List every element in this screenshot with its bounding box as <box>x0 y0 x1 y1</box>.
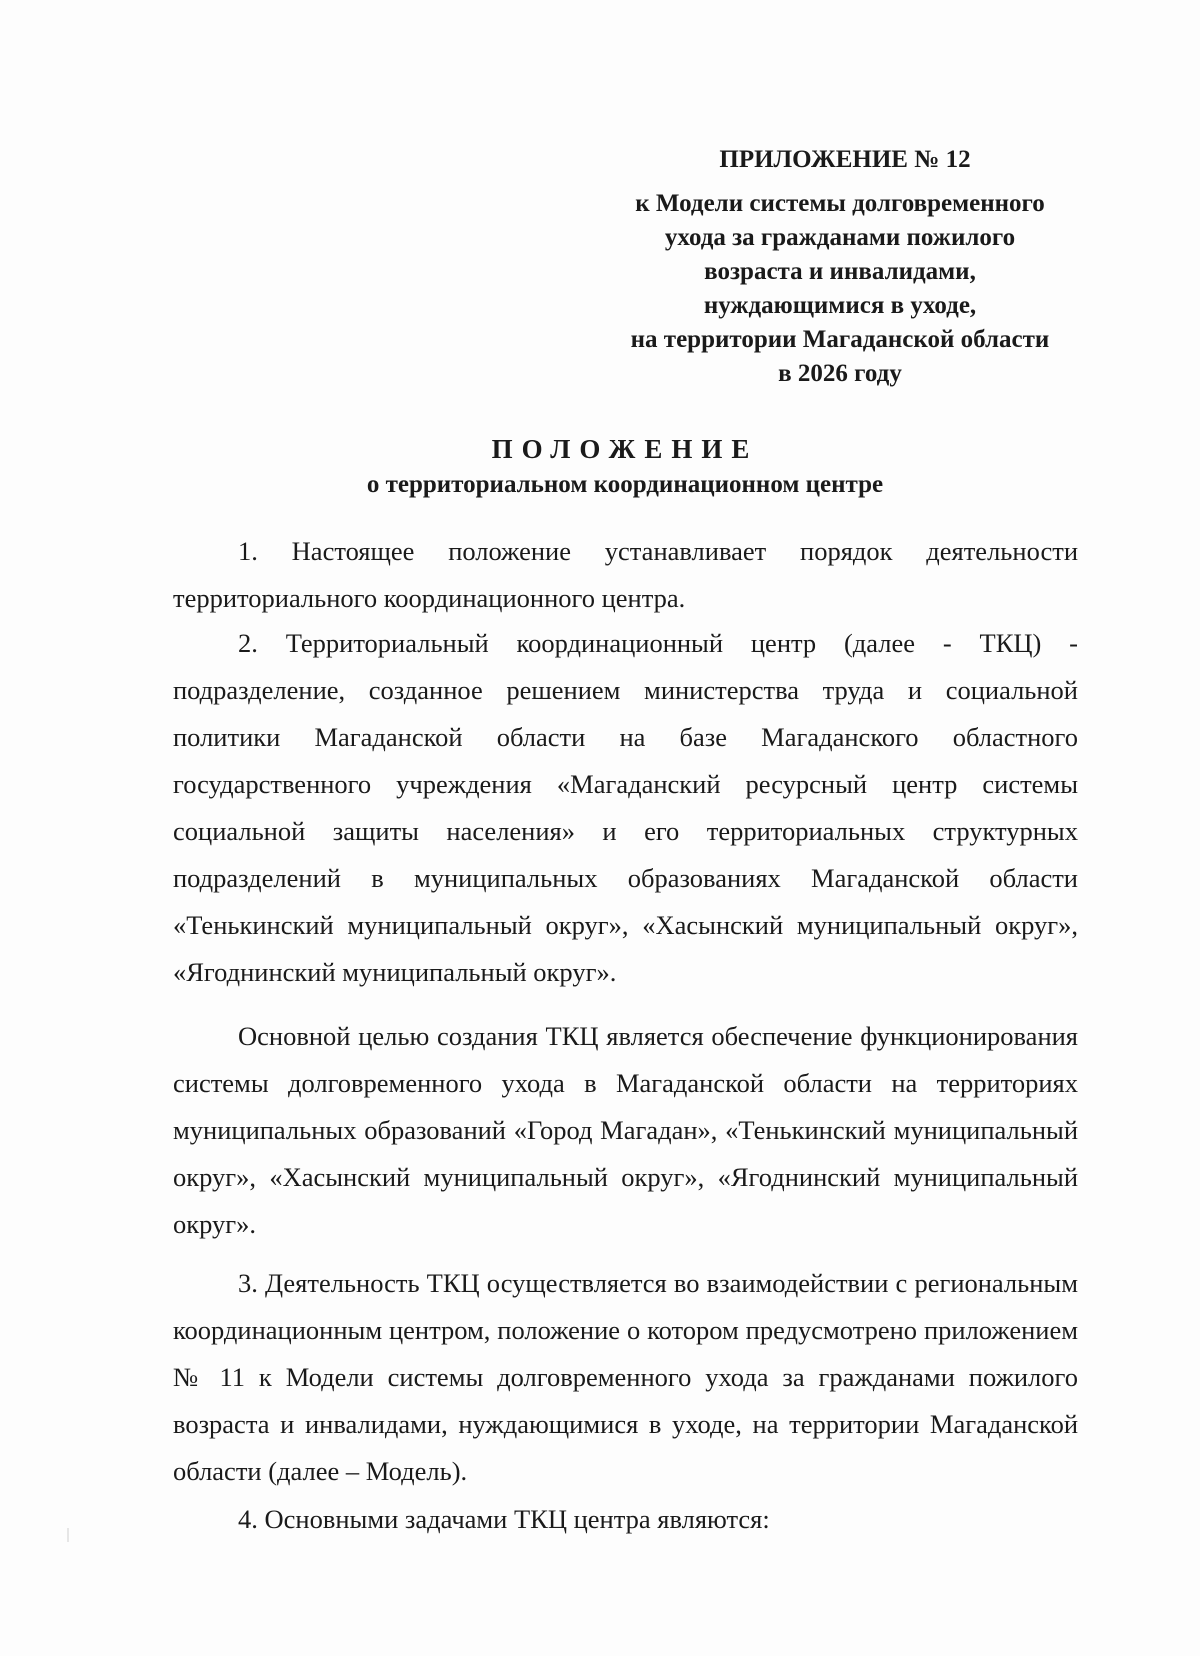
appendix-header <box>590 143 1090 391</box>
document-title: ПОЛОЖЕНИЕ <box>491 434 759 464</box>
paragraph-2 <box>173 620 1078 996</box>
paragraph-3 <box>173 1260 1078 1495</box>
paragraph-goal <box>173 1013 1078 1248</box>
appendix-line: ухода за гражданами пожилого <box>664 224 1016 251</box>
paragraph-text: 1. Настоящее положение устанавливает порядок деятельности территориального координационного центра. <box>173 536 1078 613</box>
paragraph-4 <box>173 1496 1078 1543</box>
paragraph-text: 3. Деятельность ТКЦ осуществляется во взаимодействии с региональным координационным центром, положение о котором предусмотрено приложением № 11 к Модели системы долговременного ухода за гражданами пожилого возраста и инвалидами, нуждающимися в уходе, на территории Магаданской области (далее – Модель). <box>173 1268 1078 1486</box>
appendix-line: на территории Магаданской области <box>630 326 1050 353</box>
appendix-line: нуждающимися в уходе, <box>703 292 977 319</box>
paragraph-text: 4. Основными задачами ТКЦ центра являются: <box>238 1504 770 1534</box>
paragraph-text: 2. Территориальный координационный центр (далее - ТКЦ) - подразделение, созданное решением министерства труда и социальной политики Магаданской области на базе Магаданского областного государственного учреждения «Магаданский ресурсный центр системы социальной защиты населения» и его территориальных структурных подразделений в муниципальных образованиях Магаданской области «Тенькинский муниципальный округ», «Хасынский муниципальный округ», «Ягоднинский муниципальный округ». <box>173 628 1078 987</box>
document-subtitle: о территориальном координационном центре <box>366 471 884 498</box>
paragraph-1 <box>173 528 1078 622</box>
scan-edge-mark <box>67 1528 69 1542</box>
appendix-line: возраста и инвалидами, <box>704 258 976 285</box>
appendix-line: в 2026 году <box>778 360 902 387</box>
paragraph-text: Основной целью создания ТКЦ является обеспечение функционирования системы долговременного ухода в Магаданской области на территориях муниципальных образований «Город Магадан», «Тенькинский муниципальный округ», «Хасынский муниципальный округ», «Ягоднинский муниципальный округ». <box>173 1021 1078 1239</box>
appendix-line: к Модели системы долговременного <box>635 190 1045 217</box>
appendix-title: ПРИЛОЖЕНИЕ № 12 <box>719 146 971 173</box>
